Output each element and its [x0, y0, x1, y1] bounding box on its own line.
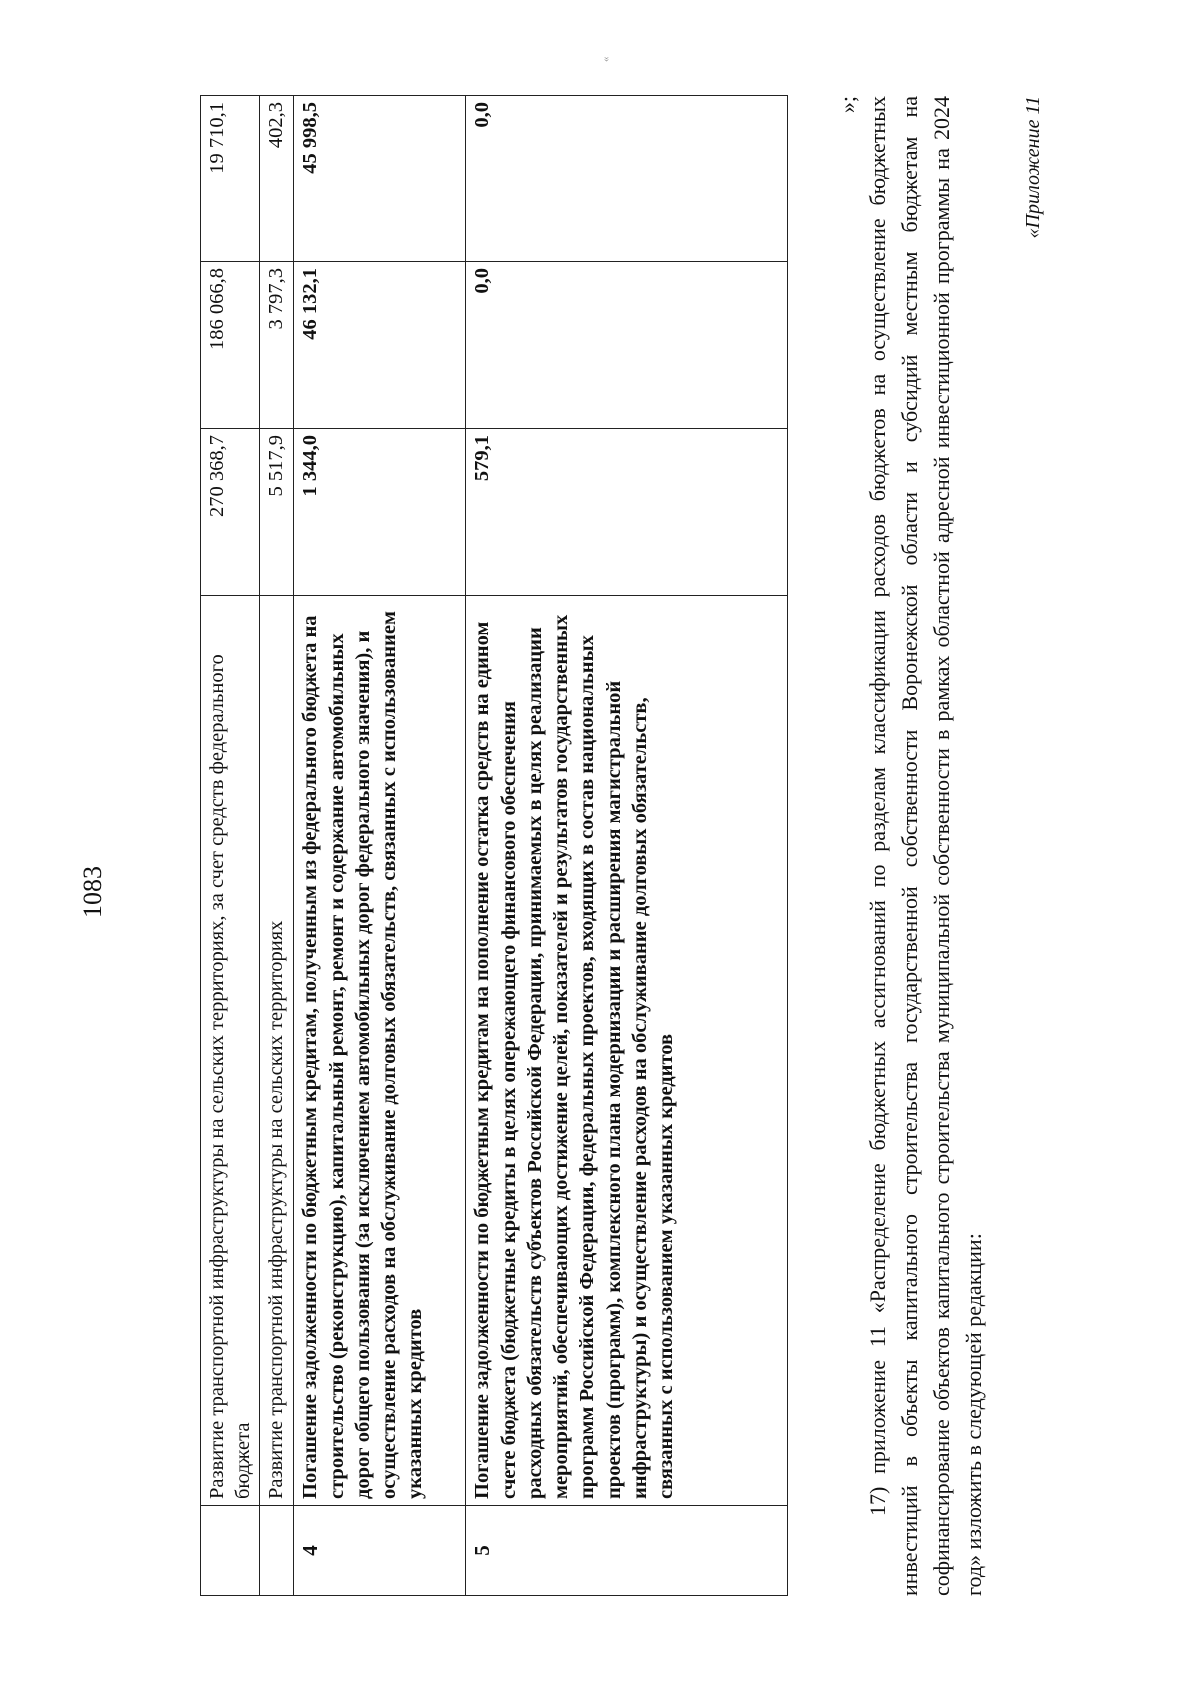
row-name: Развитие транспортной инфраструктуры на сельских территориях — [260, 596, 294, 1506]
row-value-2: 3 797,3 — [260, 262, 294, 429]
closing-quote-mark: »; — [835, 96, 860, 114]
table-row — [466, 96, 788, 1596]
budget-table — [200, 95, 788, 1596]
row-number: 5 — [466, 1506, 788, 1596]
page-number: 1083 — [78, 866, 107, 918]
row-value-3: 19 710,1 — [201, 96, 260, 262]
row-name: Развитие транспортной инфраструктуры на сельских территориях, за счет средств федерального бюджета — [201, 596, 260, 1506]
row-value-2: 46 132,1 — [294, 262, 466, 429]
row-number — [201, 1506, 260, 1596]
stray-mark: « — [600, 56, 612, 62]
row-value-3: 45 998,5 — [294, 96, 466, 262]
row-value-1: 1 344,0 — [294, 429, 466, 596]
row-number — [260, 1506, 294, 1596]
row-value-1: 270 368,7 — [201, 429, 260, 596]
row-number: 4 — [294, 1506, 466, 1596]
row-value-1: 5 517,9 — [260, 429, 294, 596]
table-row — [294, 96, 466, 1596]
row-value-3: 0,0 — [466, 96, 788, 262]
row-value-2: 0,0 — [466, 262, 788, 429]
appendix-label: «Приложение 11 — [1022, 96, 1044, 239]
row-value-3: 402,3 — [260, 96, 294, 262]
row-value-1: 579,1 — [466, 429, 788, 596]
row-value-2: 186 066,8 — [201, 262, 260, 429]
amendment-paragraph: 17) приложение 11 «Распределение бюджетных ассигнований по разделам классификации расходов бюджетов на осуществление бюджетных инвестиций в объекты капитального строительства государственной собственности Воронежской области и субсидий местным бюджетам на софинансирование объектов капитального строительства муниципальной собственности в рамках областной адресной инвестиционной программы на 2024 год» изложить в следующей редакции: — [865, 96, 986, 1596]
row-name: Погашение задолженности по бюджетным кредитам, полученным из федерального бюджета на строительство (реконструкцию), капитальный ремонт, ремонт и содержание автомобильных дорог общего пользования (за исключением автомобильных дорог федерального значения), и осуществление расходов на обслуживание долговых обязательств, связанных с использованием указанных кредитов — [294, 596, 466, 1506]
table-row — [201, 96, 260, 1596]
row-name: Погашение задолженности по бюджетным кредитам на пополнение остатка средств на едином счете бюджета (бюджетные кредиты в целях опережающего финансового обеспечения расходных обязательств субъектов Российской Федерации, принимаемых в целях реализации мероприятий, обеспечивающих достижение целей, показателей и результатов государственных программ Российской Федерации, федеральных проектов, входящих в состав национальных проектов (программ), комплексного плана модернизации и расширения магистральной инфраструктуры) и осуществление расходов на обслуживание долговых обязательств, связанных с использованием указанных кредитов — [466, 596, 788, 1506]
table-row — [260, 96, 294, 1596]
